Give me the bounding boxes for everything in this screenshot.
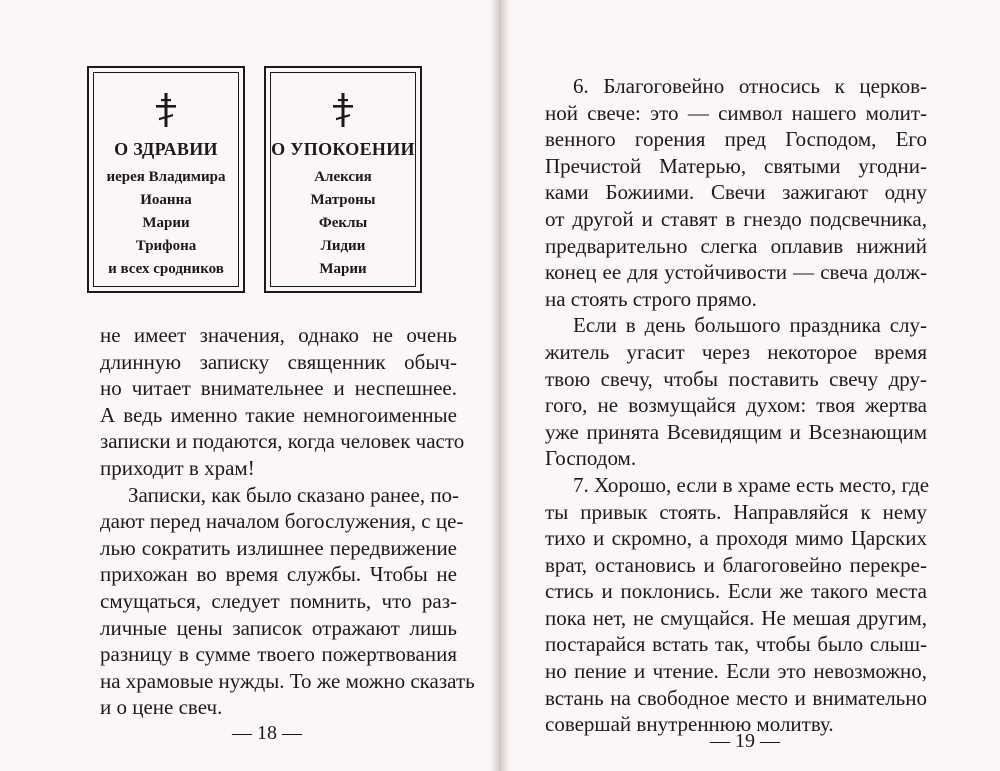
text-line: стись и поклонись. Если же такого места — [545, 579, 927, 604]
text-line: конец ее для устойчивости — свеча долж- — [545, 260, 927, 285]
text-line: Если в день большого праздника слу- — [573, 313, 927, 338]
note-card-frame — [93, 72, 239, 287]
text-line: 7. Хорошо, если в храме есть место, где — [573, 472, 930, 497]
text-line: длинную записку священник обыч- — [100, 349, 457, 374]
note-card-repose — [264, 66, 422, 293]
text-line: но пение и чтение. Если это невозможно, — [545, 659, 927, 684]
text-line: лью сократить излишнее передвижение — [100, 535, 457, 560]
note-name: Матроны — [310, 192, 376, 208]
text-line: Пречистой Матерью, святыми угодни- — [545, 153, 927, 178]
note-name: Марии — [142, 215, 190, 231]
text-line: венного горения пред Господом, Его — [545, 127, 927, 152]
note-name: и всех сродников — [108, 261, 224, 277]
note-name: Лидии — [320, 238, 366, 254]
text-line: житель угасит через некоторое время — [545, 339, 927, 364]
text-line: приходит в храм! — [100, 455, 255, 480]
text-line: уже принята Всевидящим и Всезнающим — [545, 419, 927, 444]
orthodox-cross-icon — [153, 93, 179, 127]
text-line: совершай внутреннюю молитву. — [545, 712, 834, 737]
book-gutter — [490, 0, 510, 771]
text-line: не имеет значения, однако не очень — [100, 323, 457, 347]
note-title: О УПОКОЕНИИ — [271, 139, 415, 159]
text-line: смущаться, следует помнить, что раз- — [100, 588, 457, 613]
text-line: А ведь именно такие немногоименные — [100, 402, 457, 427]
text-line: предварительно слегка оплавив нижний — [545, 233, 927, 258]
page-number: — 18 — — [232, 722, 302, 744]
text-line: ками Божиими. Свечи зажигают одну — [545, 180, 927, 205]
text-line: твою свечу, чтобы поставить свечу дру- — [545, 366, 927, 391]
text-line: врат, остановись и благоговейно перекре- — [545, 552, 927, 577]
text-line: и о цене свеч. — [100, 695, 223, 720]
text-line: ты привык стоять. Направляйся к нему — [545, 499, 927, 524]
text-line: на храмовые нужды. То же можно сказать — [100, 668, 475, 693]
text-line: встань на свободное место и внимательно — [545, 685, 927, 710]
page-number: — 19 — — [710, 730, 780, 752]
text-line: дают перед началом богослужения, с це- — [100, 509, 464, 534]
left-body-text — [100, 322, 475, 721]
text-line: разницу в сумме твоего пожертвования — [100, 642, 457, 667]
text-line: на стоять строго прямо. — [545, 286, 757, 311]
text-line: записки и подаются, когда человек часто — [100, 429, 465, 454]
text-line: пока нет, не смущайся. Не мешая другим, — [545, 605, 927, 630]
note-card-frame — [270, 72, 416, 287]
text-line: 6. Благоговейно относись к церков- — [573, 74, 927, 98]
note-name: Иоанна — [140, 192, 192, 208]
text-line: ной свече: это — символ нашего молит- — [545, 100, 927, 125]
text-line: прихожан во время службы. Чтобы не — [100, 562, 457, 587]
orthodox-cross-icon — [330, 93, 356, 127]
note-title: О ЗДРАВИИ — [114, 139, 218, 159]
note-name: Марии — [319, 261, 367, 277]
text-line: но читает внимательнее и неспешнее. — [100, 376, 457, 401]
note-name: Трифона — [135, 238, 197, 254]
text-line: от другой и ставят в гнездо подсвечника, — [545, 206, 927, 231]
note-card-health — [87, 66, 245, 293]
note-name: Алексия — [314, 169, 372, 185]
note-names — [271, 166, 415, 281]
text-line: личные цены записок отражают лишь — [100, 615, 457, 640]
note-name: иерея Владимира — [106, 169, 226, 185]
text-line: Записки, как было сказано ранее, по- — [128, 482, 460, 507]
text-line: тихо и скромно, а проходя мимо Царских — [545, 526, 927, 551]
note-name: Феклы — [318, 215, 368, 231]
note-names — [94, 166, 238, 281]
right-body-text — [545, 73, 930, 738]
text-line: постарайся встать так, чтобы было слыш- — [545, 632, 927, 657]
text-line: гого, не возмущайся духом: твоя жертва — [545, 393, 927, 418]
text-line: Господом. — [545, 446, 637, 471]
